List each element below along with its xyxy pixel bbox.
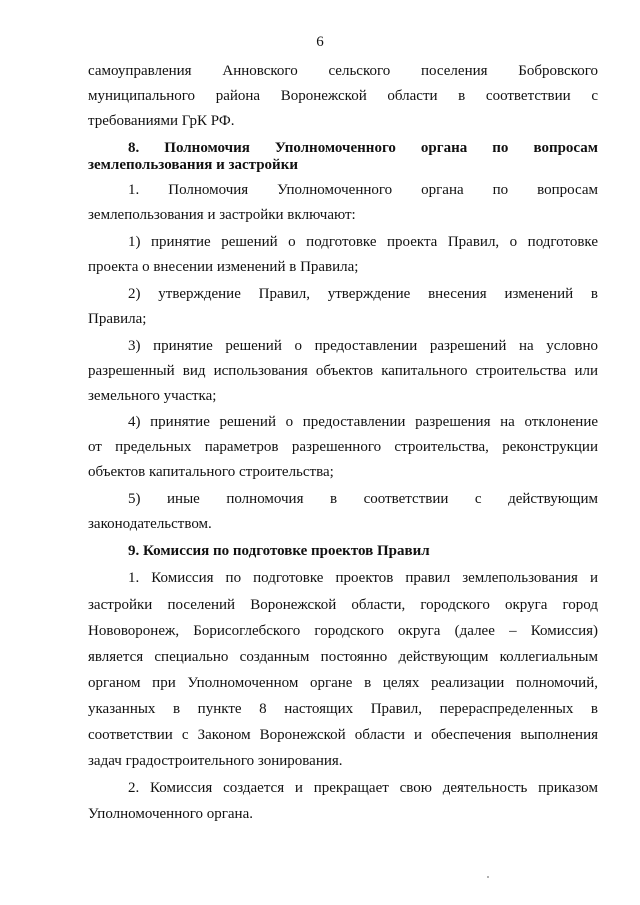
list-item: 5) иные полномочия в соответствии с действующим	[128, 491, 598, 507]
text-line: самоуправления Анновского сельского поселения Бобровского	[88, 63, 598, 79]
text-line: Нововоронеж, Борисоглебского городского округа (далее – Комиссия)	[88, 623, 598, 639]
list-item: 2) утверждение Правил, утверждение внесения изменений в	[128, 286, 598, 302]
list-item: 3) принятие решений о предоставлении разрешений на условно	[128, 338, 598, 354]
text-line: законодательством.	[88, 516, 212, 532]
text-line: муниципального района Воронежской области в соответствии с	[88, 88, 598, 104]
text-line: указанных в пункте 8 настоящих Правил, перераспределенных в	[88, 701, 598, 717]
scan-speck	[487, 876, 489, 878]
text-line: земельного участка;	[88, 388, 217, 404]
text-line: объектов капитального строительства;	[88, 464, 334, 480]
text-line: Правила;	[88, 311, 147, 327]
section-9-heading: 9. Комиссия по подготовке проектов Правил	[128, 543, 430, 559]
list-item: 4) принятие решений о предоставлении разрешения на отклонение	[128, 414, 598, 430]
text-line: Уполномоченного органа.	[88, 806, 253, 822]
text-line: является специально созданным постоянно действующим коллегиальным	[88, 649, 598, 665]
page-number: 6	[316, 34, 324, 50]
section-8-heading: 8. Полномочия Уполномоченного органа по вопросам	[128, 140, 598, 156]
text-line: 1. Комиссия по подготовке проектов правил землепользования и	[128, 570, 598, 586]
text-line: проекта о внесении изменений в Правила;	[88, 259, 359, 275]
text-line: 2. Комиссия создается и прекращает свою деятельность приказом	[128, 780, 598, 796]
section-8-heading: землепользования и застройки	[88, 157, 298, 173]
text-line: от предельных параметров разрешенного строительства, реконструкции	[88, 439, 598, 455]
text-line: землепользования и застройки включают:	[88, 207, 356, 223]
text-line: разрешенный вид использования объектов капитального строительства или	[88, 363, 598, 379]
text-line: соответствии с Законом Воронежской области и обеспечения выполнения	[88, 727, 598, 743]
text-line: 1. Полномочия Уполномоченного органа по вопросам	[128, 182, 598, 198]
text-line: органом при Уполномоченном органе в целях реализации полномочий,	[88, 675, 598, 691]
text-line: задач градостроительного зонирования.	[88, 753, 343, 769]
text-line: застройки поселений Воронежской области, городского округа город	[88, 597, 598, 613]
text-line: требованиями ГрК РФ.	[88, 113, 235, 129]
list-item: 1) принятие решений о подготовке проекта Правил, о подготовке	[128, 234, 598, 250]
